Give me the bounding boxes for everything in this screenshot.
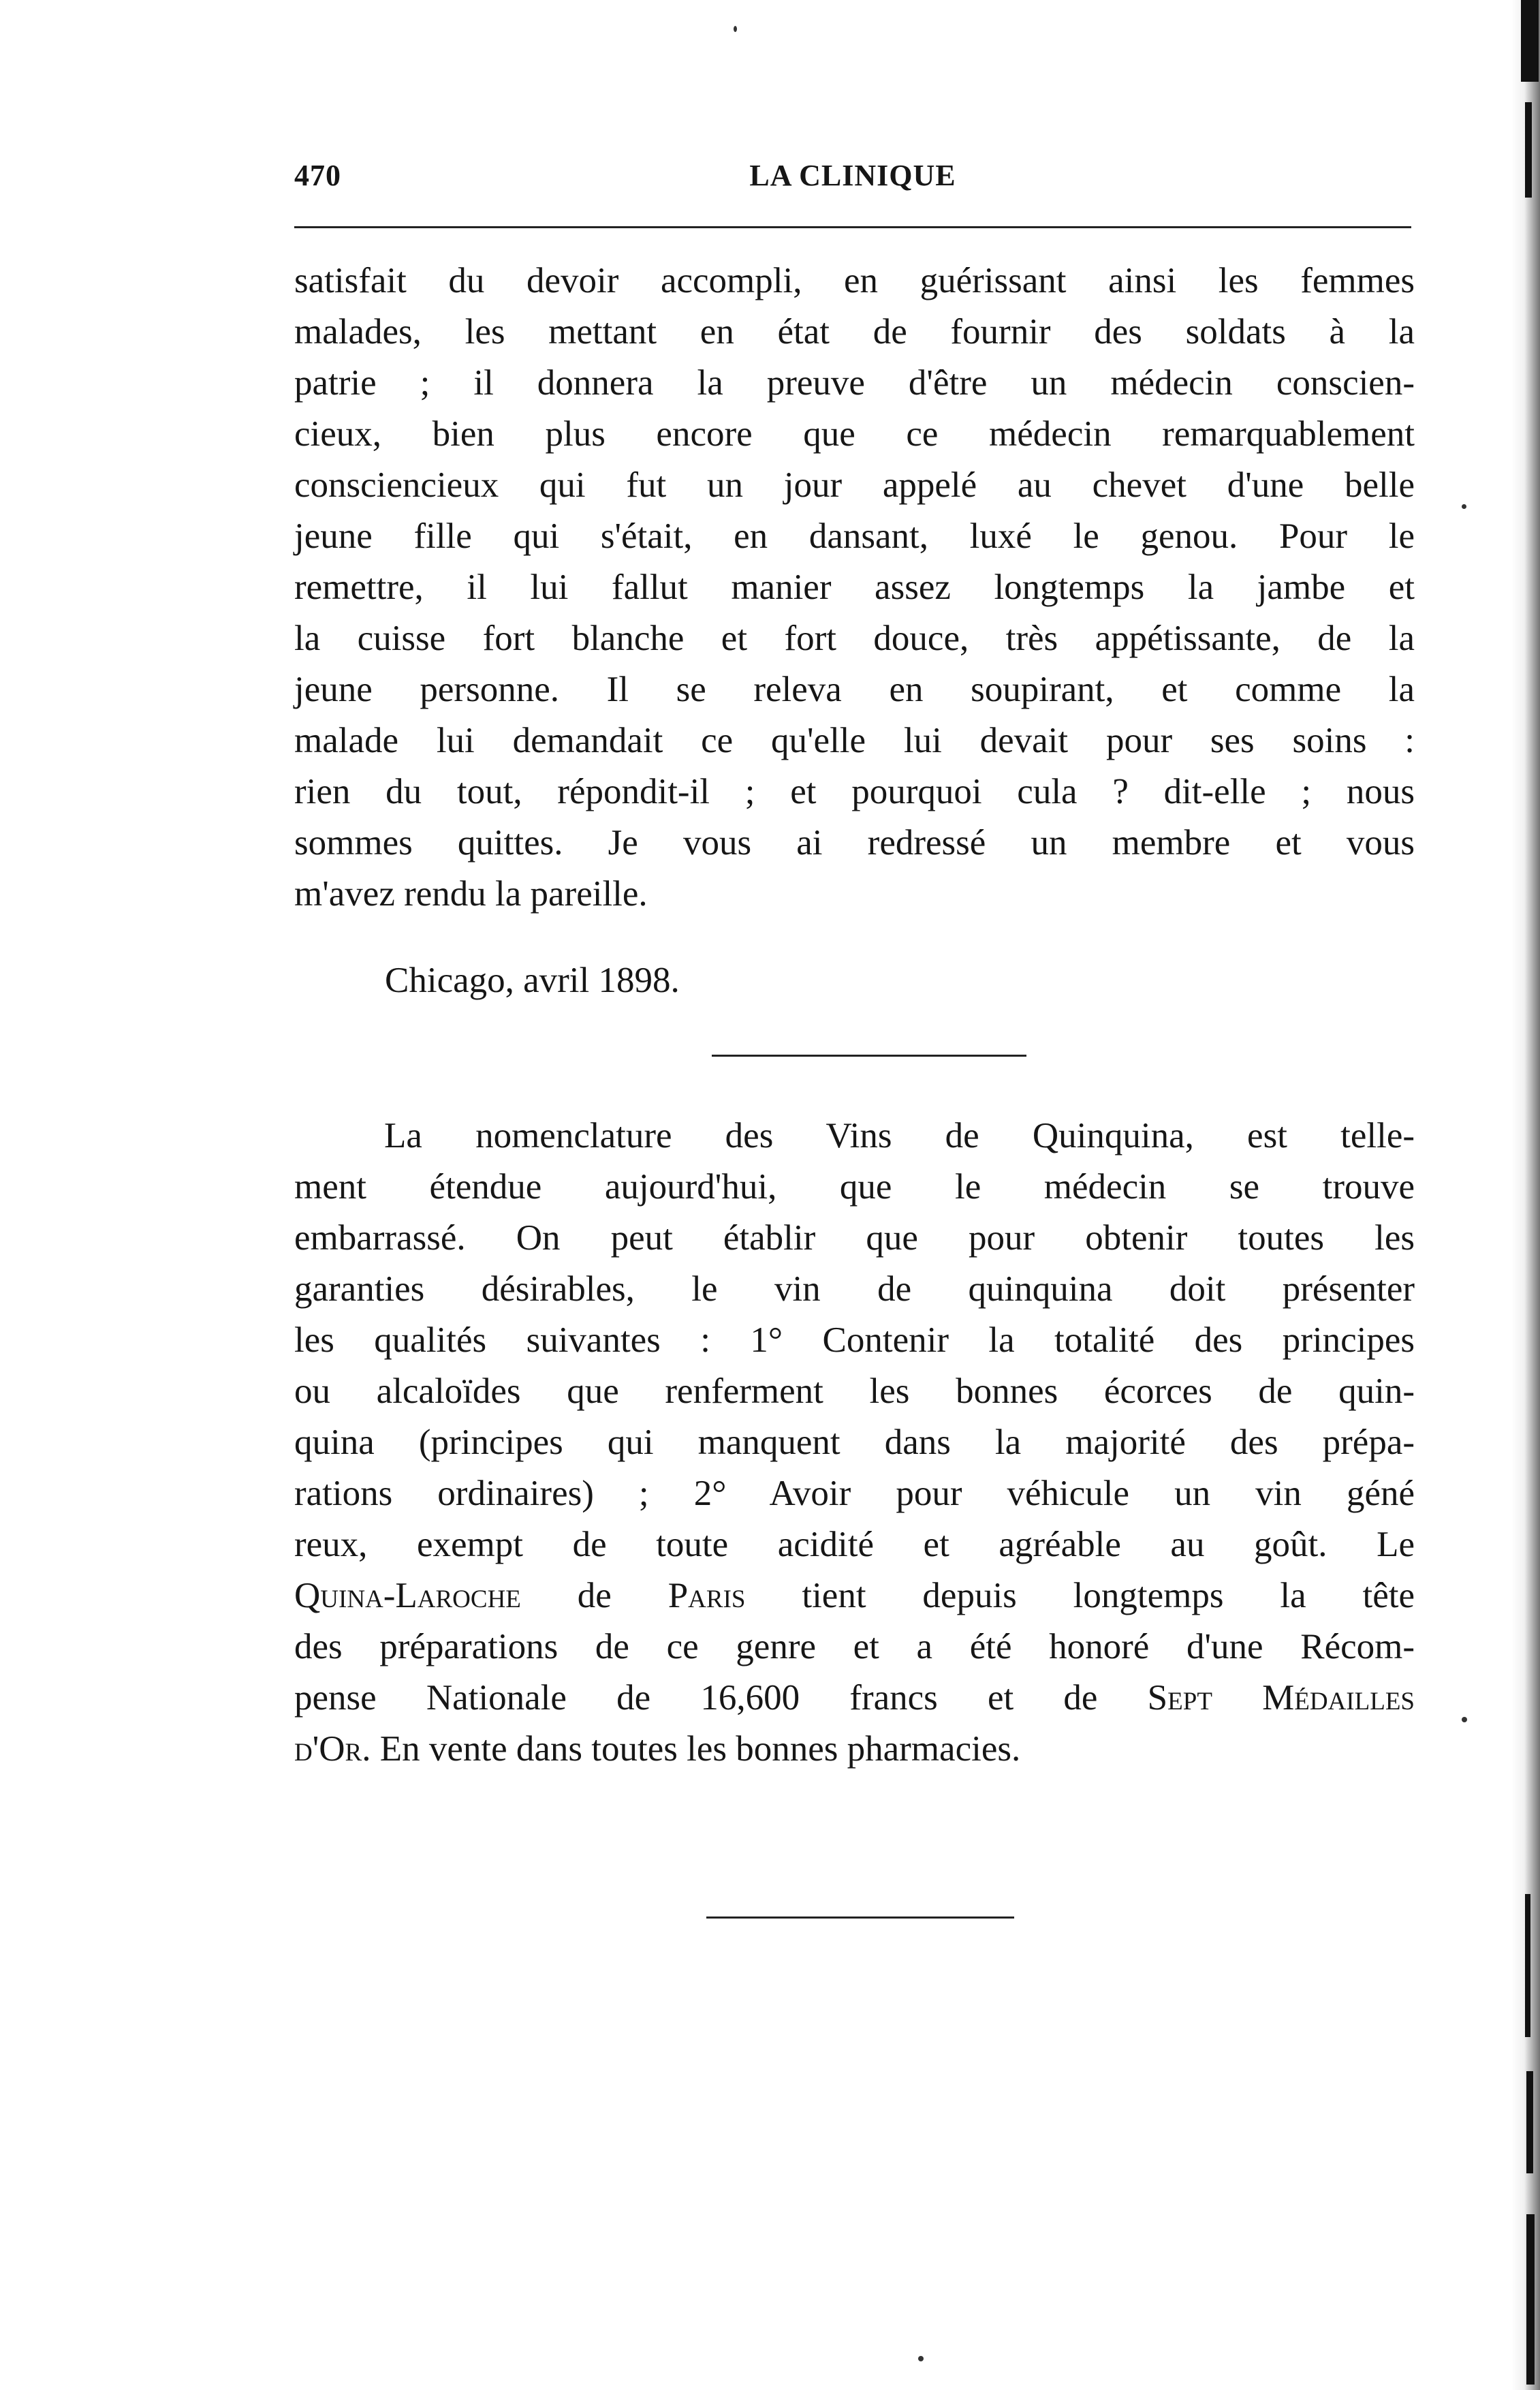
text-line: rations ordinaires) ; 2° Avoir pour véhicule un vin géné xyxy=(294,1474,1415,1513)
text-fragment: de xyxy=(520,1576,668,1615)
scan-edge-mark xyxy=(1526,2071,1533,2173)
ink-speck xyxy=(1462,1717,1467,1722)
scan-edge-mark xyxy=(1525,102,1532,198)
text-line: malades, les mettant en état de fournir des soldats à la xyxy=(294,312,1415,352)
text-line: m'avez rendu la pareille. xyxy=(294,874,648,914)
text-line: jeune fille qui s'était, en dansant, luxé le genou. Pour le xyxy=(294,516,1415,556)
scan-edge-mark xyxy=(1521,0,1539,82)
text-line: les qualités suivantes : 1° Contenir la totalité des principes xyxy=(294,1320,1415,1360)
page-number: 470 xyxy=(294,159,341,192)
text-line: ou alcaloïdes que renferment les bonnes écorces de quin- xyxy=(294,1371,1415,1411)
ink-speck xyxy=(918,2356,924,2361)
text-line: garanties désirables, le vin de quinquina doit présenter xyxy=(294,1269,1415,1309)
text-line: reux, exempt de toute acidité et agréable au goût. Le xyxy=(294,1525,1415,1564)
section-separator xyxy=(712,1055,1026,1057)
text-fragment: . En vente dans toutes les bonnes pharmacies. xyxy=(362,1729,1021,1769)
text-line: des préparations de ce genre et a été honoré d'une Récom- xyxy=(294,1627,1415,1666)
text-line: satisfait du devoir accompli, en guérissant ainsi les femmes xyxy=(294,261,1415,300)
ink-speck xyxy=(734,26,737,32)
text-line: rien du tout, répondit-il ; et pourquoi cula ? dit-elle ; nous xyxy=(294,772,1415,811)
text-line: jeune personne. Il se releva en soupirant, et comme la xyxy=(294,670,1415,709)
article-conclusion xyxy=(294,255,1415,920)
header-rule xyxy=(294,226,1411,228)
medals-text: Sept Médailles xyxy=(1147,1678,1415,1718)
journal-title: LA CLINIQUE xyxy=(749,159,956,192)
text-line: quina (principes qui manquent dans la majorité des prépa- xyxy=(294,1423,1415,1462)
running-head xyxy=(294,158,1411,199)
text-line: malade lui demandait ce qu'elle lui devait pour ses soins : xyxy=(294,721,1415,760)
text-line: La nomenclature des Vins de Quinquina, est telle- xyxy=(384,1116,1415,1155)
city-name: Paris xyxy=(667,1576,746,1615)
scan-edge-mark xyxy=(1525,1894,1530,2037)
quinquina-advertisement xyxy=(294,1111,1415,1775)
text-fragment: tient depuis longtemps la tête xyxy=(745,1576,1415,1615)
text-line xyxy=(294,1570,1415,1621)
text-line xyxy=(294,1673,1415,1724)
text-line xyxy=(294,1724,1415,1775)
text-line: sommes quittes. Je vous ai redressé un membre et vous xyxy=(294,823,1415,863)
brand-name: Quina-Laroche xyxy=(294,1576,521,1615)
text-line: cieux, bien plus encore que ce médecin remarquablement xyxy=(294,414,1415,454)
dateline: Chicago, avril 1898. xyxy=(385,961,680,1000)
text-line: consciencieux qui fut un jour appelé au chevet d'une belle xyxy=(294,465,1415,505)
ink-speck xyxy=(1462,504,1466,509)
gold-text: d'Or xyxy=(294,1729,362,1769)
text-line: ment étendue aujourd'hui, que le médecin se trouve xyxy=(294,1167,1415,1207)
section-separator xyxy=(706,1916,1014,1919)
scan-edge-mark xyxy=(1526,2214,1535,2385)
text-fragment: pense Nationale de 16,600 francs et de xyxy=(294,1678,1148,1718)
text-line: patrie ; il donnera la preuve d'être un médecin conscien- xyxy=(294,363,1415,403)
text-line: embarrassé. On peut établir que pour obtenir toutes les xyxy=(294,1218,1415,1258)
text-line: la cuisse fort blanche et fort douce, très appétissante, de la xyxy=(294,619,1415,658)
text-line: remettre, il lui fallut manier assez longtemps la jambe et xyxy=(294,568,1415,607)
